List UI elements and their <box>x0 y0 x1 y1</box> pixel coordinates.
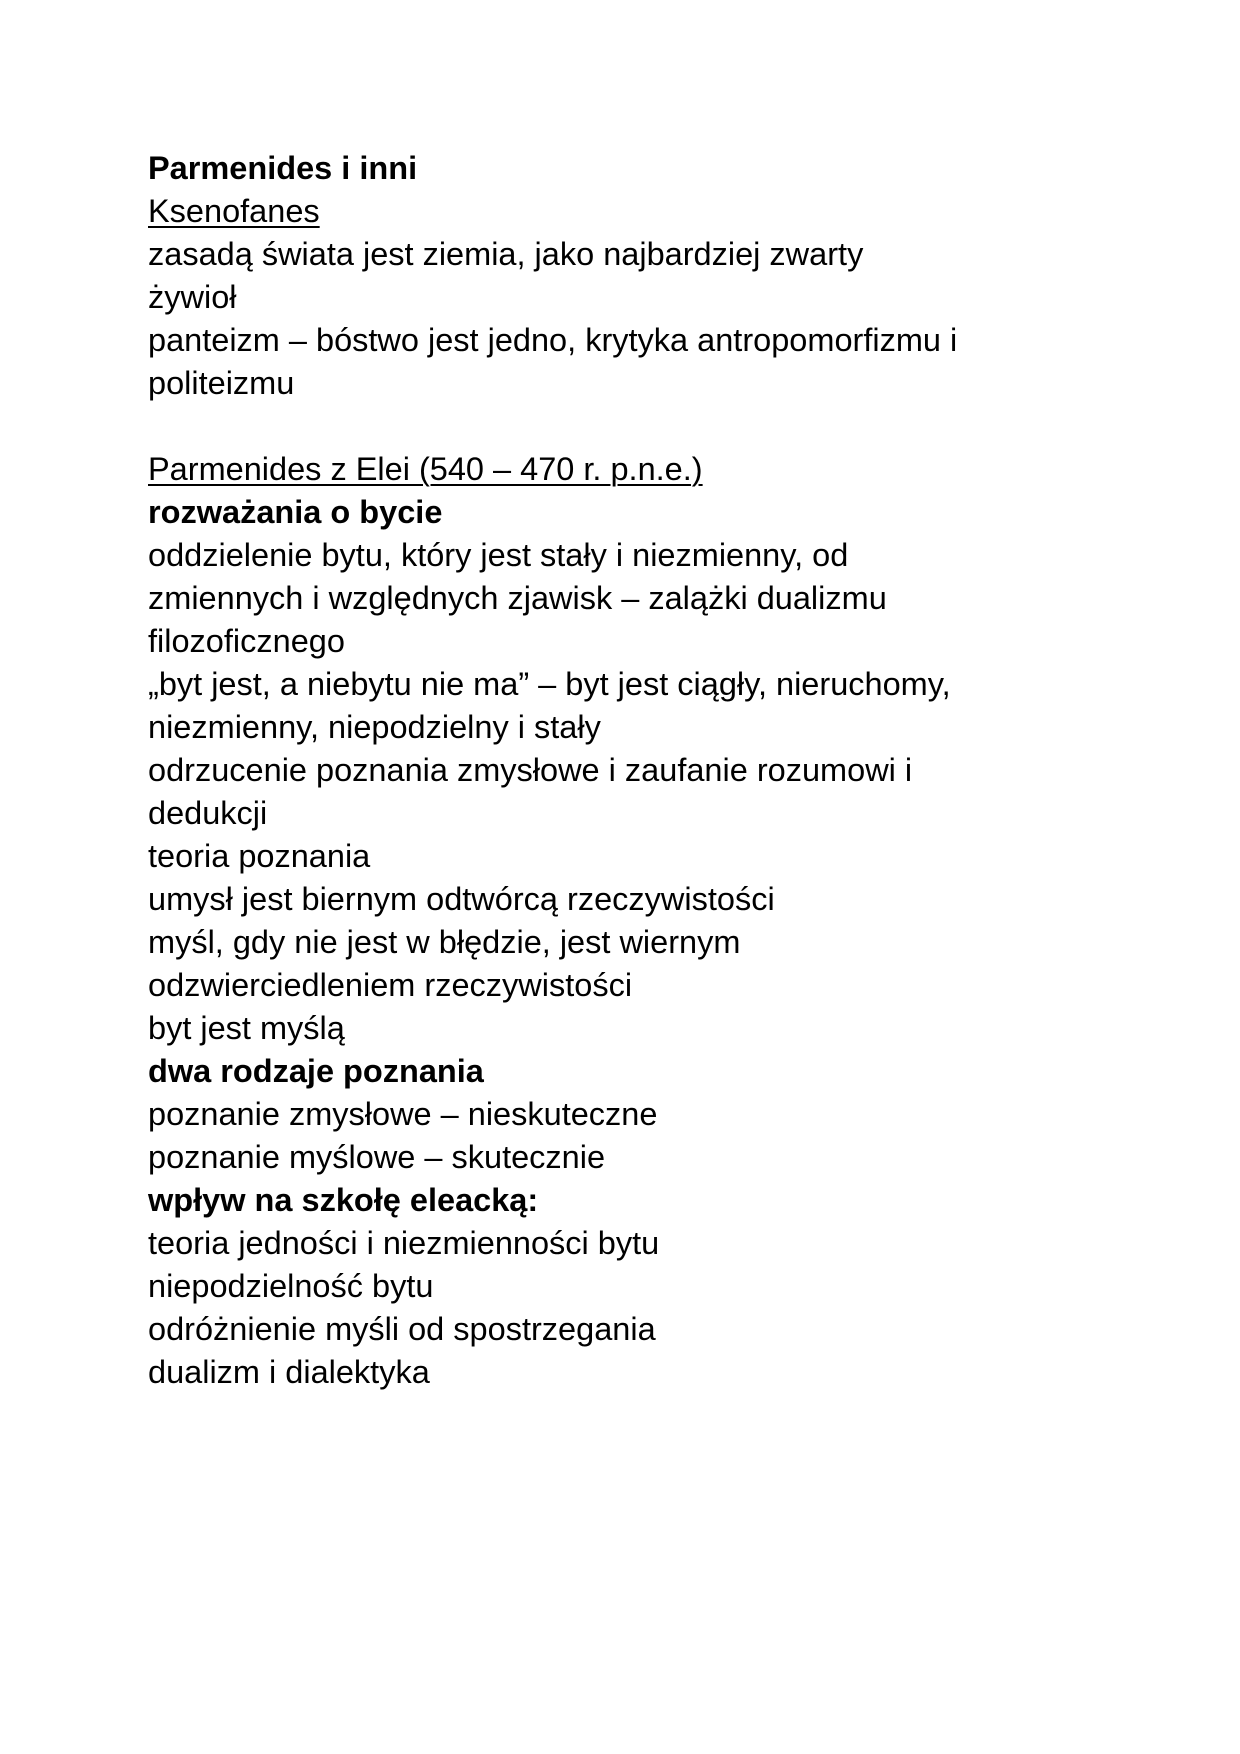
text-line: umysł jest biernym odtwórcą rzeczywistości <box>148 881 775 917</box>
text-line: niepodzielność bytu <box>148 1268 434 1304</box>
text-line: odrzucenie poznania zmysłowe i zaufanie rozumowi i <box>148 752 913 788</box>
text-line: dualizm i dialektyka <box>148 1354 430 1390</box>
text-line: zmiennych i względnych zjawisk – zalążki dualizmu <box>148 580 887 616</box>
subheading-rozwazania: rozważania o bycie <box>148 494 443 530</box>
section-heading-parmenides: Parmenides z Elei (540 – 470 r. p.n.e.) <box>148 451 703 487</box>
text-line: teoria poznania <box>148 838 371 874</box>
text-line: poznanie myślowe – skutecznie <box>148 1139 606 1175</box>
text-line: poznanie zmysłowe – nieskuteczne <box>148 1096 658 1132</box>
text-line: niezmienny, niepodzielny i stały <box>148 709 601 745</box>
subheading-rodzaje-poznania: dwa rodzaje poznania <box>148 1053 484 1089</box>
text-line: żywioł <box>148 279 237 315</box>
text-line: panteizm – bóstwo jest jedno, krytyka antropomorfizmu i <box>148 322 958 358</box>
text-line: odzwierciedleniem rzeczywistości <box>148 967 633 1003</box>
text-line: byt jest myślą <box>148 1010 345 1046</box>
section-heading-ksenofanes: Ksenofanes <box>148 193 320 229</box>
text-line: odróżnienie myśli od spostrzegania <box>148 1311 656 1347</box>
document-body <box>148 147 1108 1394</box>
text-line: zasadą świata jest ziemia, jako najbardziej zwarty <box>148 236 864 272</box>
text-line: „byt jest, a niebytu nie ma” – byt jest ciągły, nieruchomy, <box>148 666 951 702</box>
subheading-wplyw: wpływ na szkołę eleacką: <box>148 1182 539 1218</box>
text-line: oddzielenie bytu, który jest stały i niezmienny, od <box>148 537 849 573</box>
text-line: teoria jedności i niezmienności bytu <box>148 1225 660 1261</box>
text-line: politeizmu <box>148 365 295 401</box>
text-line: myśl, gdy nie jest w błędzie, jest wiernym <box>148 924 741 960</box>
blank-line <box>148 405 1108 448</box>
document-title: Parmenides i inni <box>148 150 418 186</box>
text-line: filozoficznego <box>148 623 345 659</box>
text-line: dedukcji <box>148 795 268 831</box>
